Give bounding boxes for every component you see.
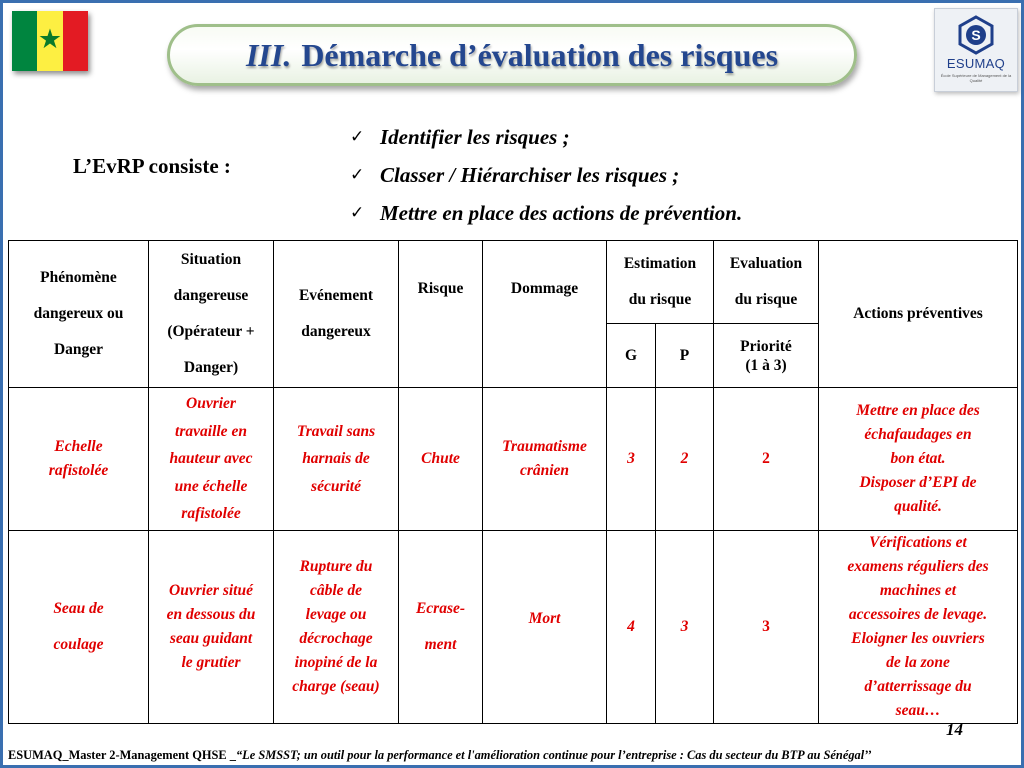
header-actions: Actions préventives bbox=[819, 241, 1018, 388]
cell-line: Mort bbox=[528, 610, 561, 627]
check-icon: ✓ bbox=[350, 127, 365, 147]
cell-line: Eloigner les ouvriers bbox=[851, 630, 985, 647]
cell-g: 4 bbox=[607, 531, 656, 724]
cell-line: Mettre en place des bbox=[856, 402, 980, 419]
header-phenomene bbox=[9, 241, 149, 388]
cell-line: Travail sans bbox=[296, 422, 376, 440]
cell-line: (Opérateur + bbox=[167, 323, 255, 340]
svg-text:S: S bbox=[971, 27, 981, 43]
logo-emblem-icon bbox=[956, 15, 996, 55]
cell-line: Chute bbox=[421, 450, 460, 467]
logo-text: ESUMAQ bbox=[946, 56, 1006, 71]
bullet-text: Identifier les risques ; bbox=[380, 124, 570, 149]
cell-line: crânien bbox=[519, 462, 570, 479]
cell-line: d’atterrissage du bbox=[864, 678, 972, 695]
cell-line: Ouvrier situé bbox=[169, 582, 253, 599]
cell-line: Priorité bbox=[740, 337, 792, 355]
header-evaluation bbox=[714, 241, 819, 324]
cell-line: échafaudages en bbox=[864, 426, 972, 443]
cell-line: accessoires de levage. bbox=[848, 606, 988, 623]
header-evenement bbox=[274, 241, 399, 388]
cell-line: Traumatisme bbox=[502, 438, 587, 455]
cell-line: seau… bbox=[895, 702, 941, 719]
cell-p: 2 bbox=[656, 388, 714, 531]
check-icon: ✓ bbox=[350, 203, 365, 223]
cell-actions bbox=[819, 388, 1018, 531]
cell-line: (1 à 3) bbox=[745, 356, 787, 374]
cell-actions bbox=[819, 531, 1018, 724]
table-row bbox=[9, 531, 1018, 724]
title-text: Démarche d’évaluation des risques bbox=[301, 36, 779, 73]
cell-line: rafistolée bbox=[181, 505, 241, 523]
cell-line: rafistolée bbox=[48, 462, 109, 479]
cell-line: Danger) bbox=[183, 359, 239, 376]
cell-line: inopiné de la bbox=[294, 654, 378, 671]
header-dommage: Dommage bbox=[483, 241, 607, 388]
cell-line: coulage bbox=[53, 636, 104, 653]
bullet-text: Mettre en place des actions de prévention. bbox=[380, 200, 743, 225]
check-icon: ✓ bbox=[350, 165, 365, 185]
header-priorite bbox=[714, 324, 819, 388]
cell-line: de la zone bbox=[886, 654, 950, 671]
header-situation bbox=[149, 241, 274, 388]
bullet-text: Classer / Hiérarchiser les risques ; bbox=[380, 162, 680, 187]
cell-line: Phénomène bbox=[40, 269, 117, 286]
page-number: 14 bbox=[946, 720, 963, 739]
cell-line: Ecrase- bbox=[415, 600, 466, 617]
bullet-item bbox=[350, 156, 742, 194]
senegal-flag bbox=[12, 11, 88, 71]
cell-line: sécurité bbox=[311, 477, 361, 495]
cell-line: machines et bbox=[879, 582, 957, 599]
cell-line: du risque bbox=[734, 291, 798, 308]
cell-line: harnais de bbox=[302, 450, 370, 468]
cell-priorite: 2 bbox=[714, 388, 819, 531]
cell-line: Ouvrier bbox=[186, 395, 236, 413]
cell-situation bbox=[149, 388, 274, 531]
table-row bbox=[9, 388, 1018, 531]
cell-line: Situation bbox=[180, 251, 242, 268]
cell-line: Evaluation bbox=[729, 255, 803, 272]
footer bbox=[8, 748, 871, 763]
title-banner bbox=[167, 24, 857, 86]
cell-situation bbox=[149, 531, 274, 724]
cell-line: Disposer d’EPI de bbox=[859, 474, 977, 491]
cell-line: Evénement bbox=[298, 287, 374, 304]
bullet-item bbox=[350, 118, 742, 156]
intro-text: L’EvRP consiste : bbox=[73, 154, 231, 178]
cell-line: Rupture du bbox=[299, 558, 373, 575]
page-title bbox=[246, 37, 778, 74]
cell-line: le grutier bbox=[181, 654, 241, 671]
cell-line: Echelle bbox=[54, 438, 103, 455]
cell-line: levage ou bbox=[305, 606, 367, 623]
header-g: G bbox=[607, 324, 656, 388]
cell-line: Danger bbox=[53, 341, 104, 358]
cell-phenomene bbox=[9, 531, 149, 724]
bullet-list bbox=[350, 118, 742, 232]
cell-line: hauteur avec bbox=[169, 450, 253, 468]
cell-line: décrochage bbox=[299, 630, 373, 647]
footer-prefix: ESUMAQ_Master 2-Management QHSE _ bbox=[8, 748, 236, 762]
cell-line: qualité. bbox=[894, 498, 942, 515]
header-p: P bbox=[656, 324, 714, 388]
cell-line: Seau de bbox=[53, 600, 104, 617]
cell-line: travaille en bbox=[175, 422, 247, 440]
cell-phenomene bbox=[9, 388, 149, 531]
cell-line: une échelle bbox=[174, 477, 248, 495]
section-number: III. bbox=[245, 36, 292, 73]
cell-line: Estimation bbox=[623, 255, 697, 272]
cell-g: 3 bbox=[607, 388, 656, 531]
esumaq-logo bbox=[934, 8, 1018, 92]
cell-p: 3 bbox=[656, 531, 714, 724]
table-header-row bbox=[9, 241, 1018, 324]
cell-line: dangereux ou bbox=[33, 305, 124, 322]
cell-line: en dessous du bbox=[166, 606, 256, 623]
risk-assessment-table bbox=[8, 240, 1018, 724]
logo-subtitle: École Supérieure de Management de la Qualité bbox=[940, 73, 1012, 83]
cell-risque bbox=[399, 388, 483, 531]
cell-line: du risque bbox=[628, 291, 692, 308]
cell-line: ment bbox=[424, 636, 457, 653]
cell-line: examens réguliers des bbox=[847, 558, 989, 575]
header-risque: Risque bbox=[399, 241, 483, 388]
footer-title: “Le SMSST; un outil pour la performance et l'amélioration continue pour l’entreprise : Cas du secteur du BTP au Sénégal’’ bbox=[235, 748, 872, 762]
bullet-item bbox=[350, 194, 742, 232]
cell-line: seau guidant bbox=[169, 630, 253, 647]
cell-priorite: 3 bbox=[714, 531, 819, 724]
cell-dommage bbox=[483, 531, 607, 724]
cell-line: câble de bbox=[309, 582, 363, 599]
cell-line: dangereux bbox=[301, 323, 371, 340]
cell-line: Vérifications et bbox=[869, 534, 967, 551]
star-icon: ★ bbox=[37, 24, 63, 55]
header-estimation bbox=[607, 241, 714, 324]
cell-evenement bbox=[274, 531, 399, 724]
cell-line: dangereuse bbox=[173, 287, 249, 304]
cell-line: bon état. bbox=[890, 450, 946, 467]
cell-line: charge (seau) bbox=[292, 678, 380, 695]
cell-risque bbox=[399, 531, 483, 724]
cell-dommage bbox=[483, 388, 607, 531]
cell-evenement bbox=[274, 388, 399, 531]
